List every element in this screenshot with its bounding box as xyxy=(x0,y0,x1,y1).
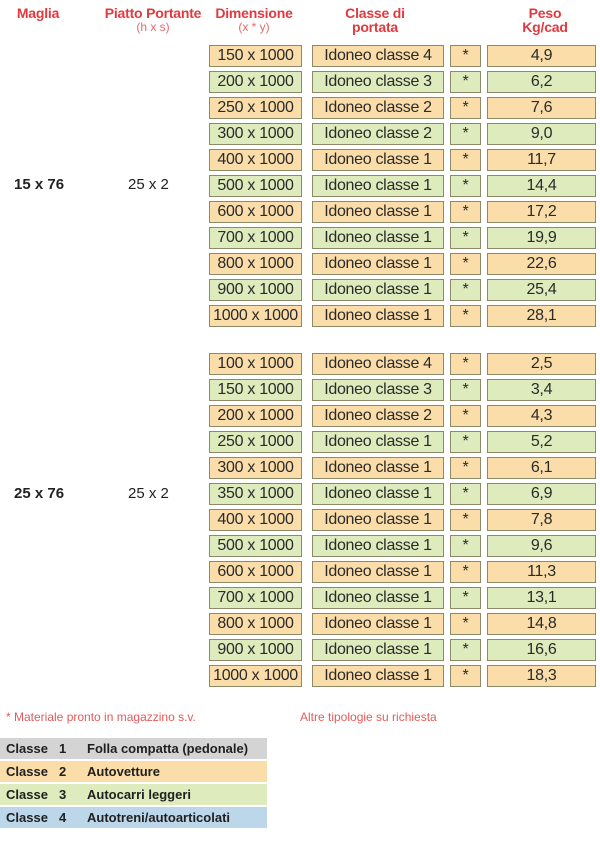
class-cell: Idoneo classe 2 xyxy=(312,97,444,119)
legend-row xyxy=(0,807,267,828)
dimension-cell: 700 x 1000 xyxy=(209,587,302,609)
stock-mark-cell: * xyxy=(450,483,481,505)
header-classe xyxy=(320,6,430,34)
weight-cell: 9,0 xyxy=(487,123,596,145)
group-2-piatto: 25 x 2 xyxy=(128,485,169,502)
legend-word: Classe xyxy=(6,741,48,756)
weight-cell: 2,5 xyxy=(487,353,596,375)
class-cell: Idoneo classe 1 xyxy=(312,665,444,687)
legend-description: Autotreni/autoarticolati xyxy=(87,810,231,825)
header-piatto-label: Piatto Portante xyxy=(104,5,202,21)
weight-cell: 14,4 xyxy=(487,175,596,197)
group-2-maglia: 25 x 76 xyxy=(14,485,65,502)
class-cell: Idoneo classe 2 xyxy=(312,405,444,427)
dimension-cell: 700 x 1000 xyxy=(209,227,302,249)
class-cell: Idoneo classe 1 xyxy=(312,587,444,609)
dimension-cell: 500 x 1000 xyxy=(209,175,302,197)
legend-row xyxy=(0,738,267,759)
stock-mark-cell: * xyxy=(450,613,481,635)
class-cell: Idoneo classe 4 xyxy=(312,353,444,375)
class-cell: Idoneo classe 1 xyxy=(312,227,444,249)
legend-row xyxy=(0,761,267,782)
weight-cell: 11,3 xyxy=(487,561,596,583)
legend-word: Classe xyxy=(6,810,48,825)
stock-mark-cell: * xyxy=(450,509,481,531)
legend-description: Autocarri leggeri xyxy=(87,787,192,802)
header-maglia-label: Maglia xyxy=(16,5,60,21)
dimension-cell: 600 x 1000 xyxy=(209,201,302,223)
stock-mark-cell: * xyxy=(450,587,481,609)
header-classe-line1: Classe di xyxy=(345,5,405,21)
legend-row xyxy=(0,784,267,805)
dimension-cell: 800 x 1000 xyxy=(209,253,302,275)
class-cell: Idoneo classe 1 xyxy=(312,431,444,453)
class-cell: Idoneo classe 2 xyxy=(312,123,444,145)
header-peso xyxy=(500,6,590,34)
dimension-cell: 600 x 1000 xyxy=(209,561,302,583)
dimension-cell: 500 x 1000 xyxy=(209,535,302,557)
class-cell: Idoneo classe 1 xyxy=(312,279,444,301)
dimension-cell: 350 x 1000 xyxy=(209,483,302,505)
stock-mark-cell: * xyxy=(450,149,481,171)
stock-mark-cell: * xyxy=(450,45,481,67)
stock-mark-cell: * xyxy=(450,305,481,327)
stock-mark-cell: * xyxy=(450,561,481,583)
stock-mark-cell: * xyxy=(450,379,481,401)
stock-mark-cell: * xyxy=(450,279,481,301)
weight-cell: 25,4 xyxy=(487,279,596,301)
stock-mark-cell: * xyxy=(450,253,481,275)
weight-cell: 17,2 xyxy=(487,201,596,223)
class-cell: Idoneo classe 1 xyxy=(312,305,444,327)
weight-cell: 28,1 xyxy=(487,305,596,327)
legend-number: 2 xyxy=(59,764,67,779)
legend-word: Classe xyxy=(6,787,48,802)
stock-mark-cell: * xyxy=(450,97,481,119)
header-peso-line1: Peso xyxy=(528,5,562,21)
dimension-cell: 1000 x 1000 xyxy=(209,305,302,327)
weight-cell: 11,7 xyxy=(487,149,596,171)
header-peso-line2: Kg/cad xyxy=(522,19,568,35)
weight-cell: 9,6 xyxy=(487,535,596,557)
legend-description: Folla compatta (pedonale) xyxy=(87,741,249,756)
group-1-piatto: 25 x 2 xyxy=(128,176,169,193)
class-cell: Idoneo classe 1 xyxy=(312,201,444,223)
weight-cell: 16,6 xyxy=(487,639,596,661)
class-cell: Idoneo classe 1 xyxy=(312,561,444,583)
group-1-maglia: 15 x 76 xyxy=(14,176,65,193)
header-dimensione-label: Dimensione xyxy=(215,5,293,21)
weight-cell: 3,4 xyxy=(487,379,596,401)
dimension-cell: 200 x 1000 xyxy=(209,71,302,93)
weight-cell: 7,6 xyxy=(487,97,596,119)
header-maglia xyxy=(8,6,68,20)
stock-mark-cell: * xyxy=(450,639,481,661)
class-cell: Idoneo classe 3 xyxy=(312,71,444,93)
weight-cell: 19,9 xyxy=(487,227,596,249)
header-piatto-sub: (h x s) xyxy=(136,20,170,34)
stock-mark-cell: * xyxy=(450,457,481,479)
stock-mark-cell: * xyxy=(450,431,481,453)
weight-cell: 6,2 xyxy=(487,71,596,93)
weight-cell: 14,8 xyxy=(487,613,596,635)
class-cell: Idoneo classe 1 xyxy=(312,457,444,479)
class-cell: Idoneo classe 1 xyxy=(312,509,444,531)
footnote-stock: * Materiale pronto in magazzino s.v. xyxy=(6,710,196,724)
weight-cell: 6,9 xyxy=(487,483,596,505)
class-cell: Idoneo classe 1 xyxy=(312,149,444,171)
weight-cell: 13,1 xyxy=(487,587,596,609)
stock-mark-cell: * xyxy=(450,353,481,375)
dimension-cell: 300 x 1000 xyxy=(209,457,302,479)
legend-number: 3 xyxy=(59,787,67,802)
dimension-cell: 400 x 1000 xyxy=(209,509,302,531)
legend-description: Autovetture xyxy=(87,764,160,779)
dimension-cell: 400 x 1000 xyxy=(209,149,302,171)
weight-cell: 4,9 xyxy=(487,45,596,67)
weight-cell: 7,8 xyxy=(487,509,596,531)
stock-mark-cell: * xyxy=(450,123,481,145)
dimension-cell: 150 x 1000 xyxy=(209,45,302,67)
stock-mark-cell: * xyxy=(450,201,481,223)
dimension-cell: 250 x 1000 xyxy=(209,431,302,453)
stock-mark-cell: * xyxy=(450,535,481,557)
stock-mark-cell: * xyxy=(450,71,481,93)
header-dimensione-sub: (x * y) xyxy=(238,20,270,34)
stock-mark-cell: * xyxy=(450,227,481,249)
weight-cell: 5,2 xyxy=(487,431,596,453)
dimension-cell: 900 x 1000 xyxy=(209,639,302,661)
class-cell: Idoneo classe 3 xyxy=(312,379,444,401)
dimension-cell: 300 x 1000 xyxy=(209,123,302,145)
legend-number: 4 xyxy=(59,810,67,825)
weight-cell: 6,1 xyxy=(487,457,596,479)
dimension-cell: 200 x 1000 xyxy=(209,405,302,427)
dimension-cell: 250 x 1000 xyxy=(209,97,302,119)
weight-cell: 22,6 xyxy=(487,253,596,275)
footnote-other: Altre tipologie su richiesta xyxy=(300,710,437,724)
stock-mark-cell: * xyxy=(450,405,481,427)
class-cell: Idoneo classe 1 xyxy=(312,613,444,635)
class-cell: Idoneo classe 1 xyxy=(312,535,444,557)
header-classe-line2: portata xyxy=(351,19,399,35)
stock-mark-cell: * xyxy=(450,665,481,687)
class-cell: Idoneo classe 1 xyxy=(312,483,444,505)
header-dimensione xyxy=(204,6,304,34)
class-cell: Idoneo classe 1 xyxy=(312,253,444,275)
dimension-cell: 800 x 1000 xyxy=(209,613,302,635)
weight-cell: 4,3 xyxy=(487,405,596,427)
dimension-cell: 1000 x 1000 xyxy=(209,665,302,687)
class-cell: Idoneo classe 4 xyxy=(312,45,444,67)
legend-word: Classe xyxy=(6,764,48,779)
dimension-cell: 150 x 1000 xyxy=(209,379,302,401)
dimension-cell: 900 x 1000 xyxy=(209,279,302,301)
class-cell: Idoneo classe 1 xyxy=(312,175,444,197)
header-piatto-portante xyxy=(98,6,208,34)
weight-cell: 18,3 xyxy=(487,665,596,687)
stock-mark-cell: * xyxy=(450,175,481,197)
class-cell: Idoneo classe 1 xyxy=(312,639,444,661)
dimension-cell: 100 x 1000 xyxy=(209,353,302,375)
legend-number: 1 xyxy=(59,741,67,756)
